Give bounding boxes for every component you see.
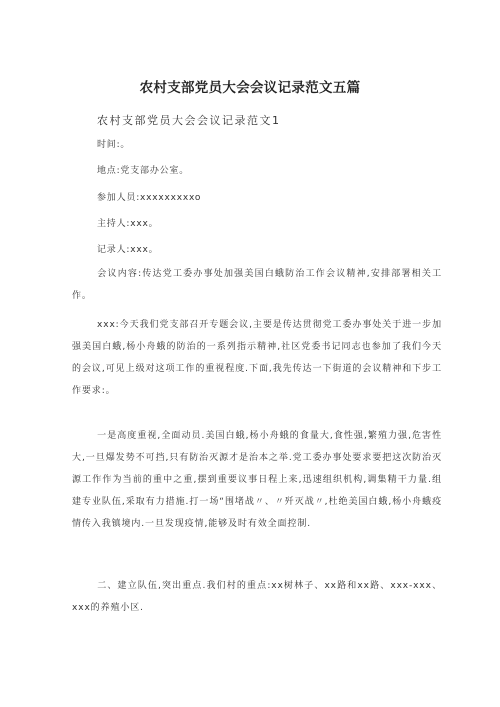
field-time: 时间:。: [97, 140, 131, 150]
document-title: 农村支部党员大会会议记录范文五篇: [139, 80, 361, 96]
paragraph-text: 二、建立队伍,突出重点.我们村的重点:xx树林子、xx路和xx路、xxx-xxx、xxx的养殖小区.: [72, 581, 442, 613]
field-host: 主持人:xxx。: [97, 219, 159, 229]
paragraph-point-two: [72, 575, 442, 619]
paragraph-text: 会议内容:传达党工委办事处加强美国白蛾防治工作会议精神,安排部署相关工作。: [72, 269, 442, 301]
paragraph-opening-remarks: [72, 314, 442, 402]
paragraph-meeting-content: [72, 263, 442, 307]
paragraph-text: 一是高度重视,全面动员.美国白蛾,杨小舟蛾的食量大,食性强,繁殖力强,危害性大,一旦爆发势不可挡,只有防治灭源才是治本之举.党工委办事处要求要把这次防治灭源工作作为当前的重中之重,摆到重要议事日程上来,迅速组织机构,调集精干力量.组建专业队伍,采取有力措施.打一场“围堵战〃、〃歼灭战〃,杜绝美国白蛾,杨小舟蛾疫情传入我镇境内.一旦发现疫情,能够及时有效全面控制.: [72, 431, 442, 529]
field-recorder: 记录人:xxx。: [97, 245, 159, 255]
field-location: 地点:党支部办公室。: [97, 166, 190, 176]
paragraph-text: xxx:今天我们党支部召开专题会议,主要是传达贯彻党工委办事处关于进一步加强美国白蛾,杨小舟蛾的防治的一系列指示精神,社区党委书记同志也参加了我们今天的会议,可见上级对这项工作的重视程度.下面,我先传达一下街道的会议精神和下步工作要求:。: [72, 320, 442, 396]
document-subtitle: 农村支部党员大会会议记录范文1: [97, 114, 281, 127]
paragraph-point-one: [72, 425, 442, 535]
field-attendees: 参加人员:xxxxxxxxxo: [97, 193, 202, 203]
